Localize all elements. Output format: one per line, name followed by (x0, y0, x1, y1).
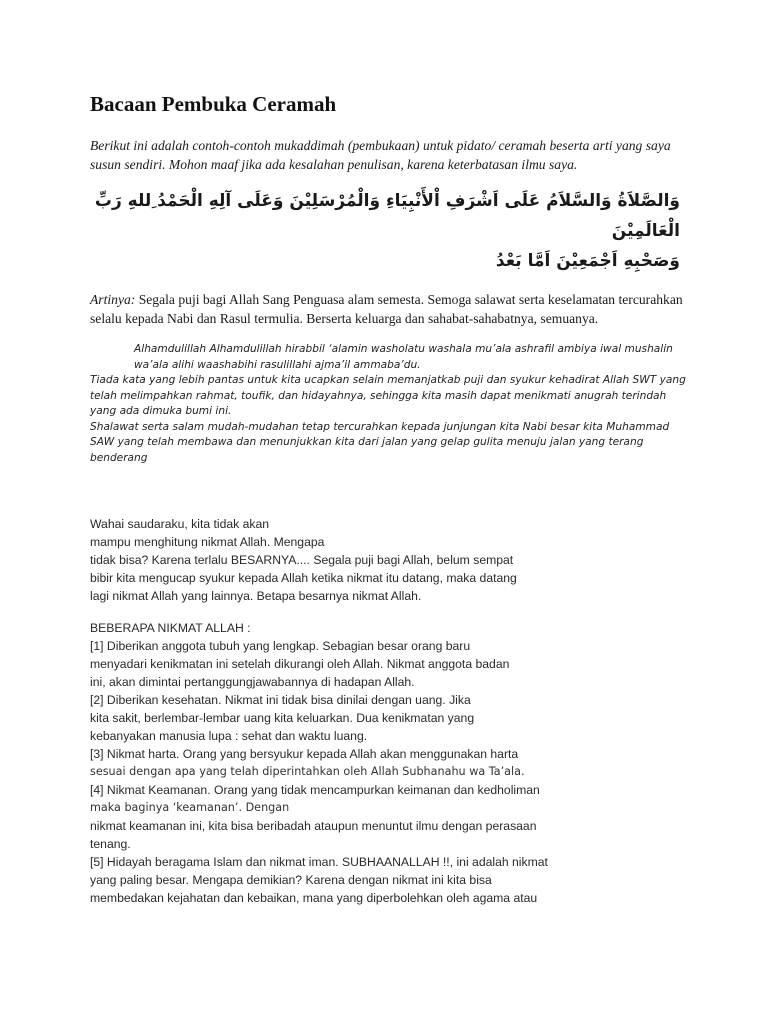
list-line: sesuai dengan apa yang telah diperintahkan oleh Allah Subhanahu wa Ta’ala. (90, 765, 525, 778)
list-line: [1] Diberikan anggota tubuh yang lengkap. Sebagian besar orang baru (90, 639, 471, 653)
transliteration-p3: Shalawat serta salam mudah-mudahan tetap tercurahkan kepada junjungan kita Nabi besar kita Muhammad SAW yang telah membawa dan menunjukkan kita dari jalan yang gelap gulita menuju jalan yang terang benderang (90, 420, 670, 464)
list-line: kita sakit, berlembar-lembar uang kita keluarkan. Dua kenikmatan yang (90, 711, 475, 725)
body-line: mampu menghitung nikmat Allah. Mengapa (90, 535, 325, 549)
list-line: maka baginya ‘keamanan’. Dengan (90, 801, 290, 814)
translation-text: Segala puji bagi Allah Sang Penguasa alam semesta. Semoga salawat serta keselamatan tercurahkan selalu kepada Nabi dan Rasul termulia. Berserta keluarga dan sahabat-sahabatnya, semuanya. (90, 292, 683, 326)
arabic-line-2: وَصَحْبِهِ اَجْمَعِيْنَ اَمَّا بَعْدُ (495, 251, 680, 271)
list-heading: BEBERAPA NIKMAT ALLAH : (90, 621, 251, 635)
list-line: [5] Hidayah beragama Islam dan nikmat iman. SUBHAANALLAH !!, ini adalah nikmat (90, 855, 548, 869)
list-line: kebanyakan manusia lupa : sehat dan waktu luang. (90, 729, 368, 743)
list-line: yang paling besar. Mengapa demikian? Karena dengan nikmat ini kita bisa (90, 873, 492, 887)
list-line: membedakan kejahatan dan kebaikan, mana yang diperbolehkan oleh agama atau (90, 891, 538, 905)
list-line: [4] Nikmat Keamanan. Orang yang tidak mencampurkan keimanan dan kedholiman (90, 783, 540, 797)
transliteration-p2: Tiada kata yang lebih pantas untuk kita ucapkan selain memanjatkab puji dan syukur kehadirat Allah SWT yang telah melimpahkan rahmat, toufik, dan hidayahnya, sehingga kita masih dapat menikmati anugrah terindah yang ada dimuka bumi ini. (90, 374, 686, 417)
body-line: lagi nikmat Allah yang lainnya. Betapa besarnya nikmat Allah. (90, 589, 422, 603)
body-line: tidak bisa? Karena terlalu BESARNYA.... Segala puji bagi Allah, belum sempat (90, 553, 514, 567)
transliteration-p1: Alhamdulillah Alhamdulillah hirabbil ‘alamin washolatu washala mu’ala ashrafil ambiya iwal mushalin wa’ala alihi waashabihi rasulillahi ajma’il ammaba’du. (134, 343, 673, 371)
body-line: bibir kita mengucap syukur kepada Allah ketika nikmat itu datang, maka datang (90, 571, 517, 585)
list-line: [3] Nikmat harta. Orang yang bersyukur kepada Allah akan menggunakan harta (90, 747, 519, 761)
body-paragraph (90, 515, 690, 605)
transliteration-block (90, 342, 690, 466)
arabic-opening (90, 186, 690, 276)
nikmat-list (90, 619, 690, 907)
document-page (90, 90, 690, 907)
translation-label: Artinya: (90, 292, 136, 307)
body-line: Wahai saudaraku, kita tidak akan (90, 517, 270, 531)
translation-paragraph (90, 290, 690, 328)
arabic-line-1: وَالصَّلاَةُ وَالسَّلاَمُ عَلَى اَشْرَفِ اْلأَنْبِيَاءِ وَالْمُرْسَلِيْنَ وَعَلَى آلِهِ الْحَمْدُ ِللهِ رَبِّ الْعَالَمِيْنَ (94, 191, 680, 241)
list-line: menyadari kenikmatan ini setelah dikurangi oleh Allah. Nikmat anggota badan (90, 657, 510, 671)
intro-paragraph: Berikut ini adalah contoh-contoh mukaddimah (pembukaan) untuk pidato/ ceramah beserta arti yang saya susun sendiri. Mohon maaf jika ada kesalahan penulisan, karena keterbatasan ilmu saya. (90, 138, 671, 172)
list-line: tenang. (90, 837, 131, 851)
list-line: [2] Diberikan kesehatan. Nikmat ini tidak bisa dinilai dengan uang. Jika (90, 693, 471, 707)
list-line: ini, akan dimintai pertanggungjawabannya di hadapan Allah. (90, 675, 415, 689)
list-line: nikmat keamanan ini, kita bisa beribadah ataupun menuntut ilmu dengan perasaan (90, 819, 537, 833)
page-title: Bacaan Pembuka Ceramah (90, 92, 337, 116)
